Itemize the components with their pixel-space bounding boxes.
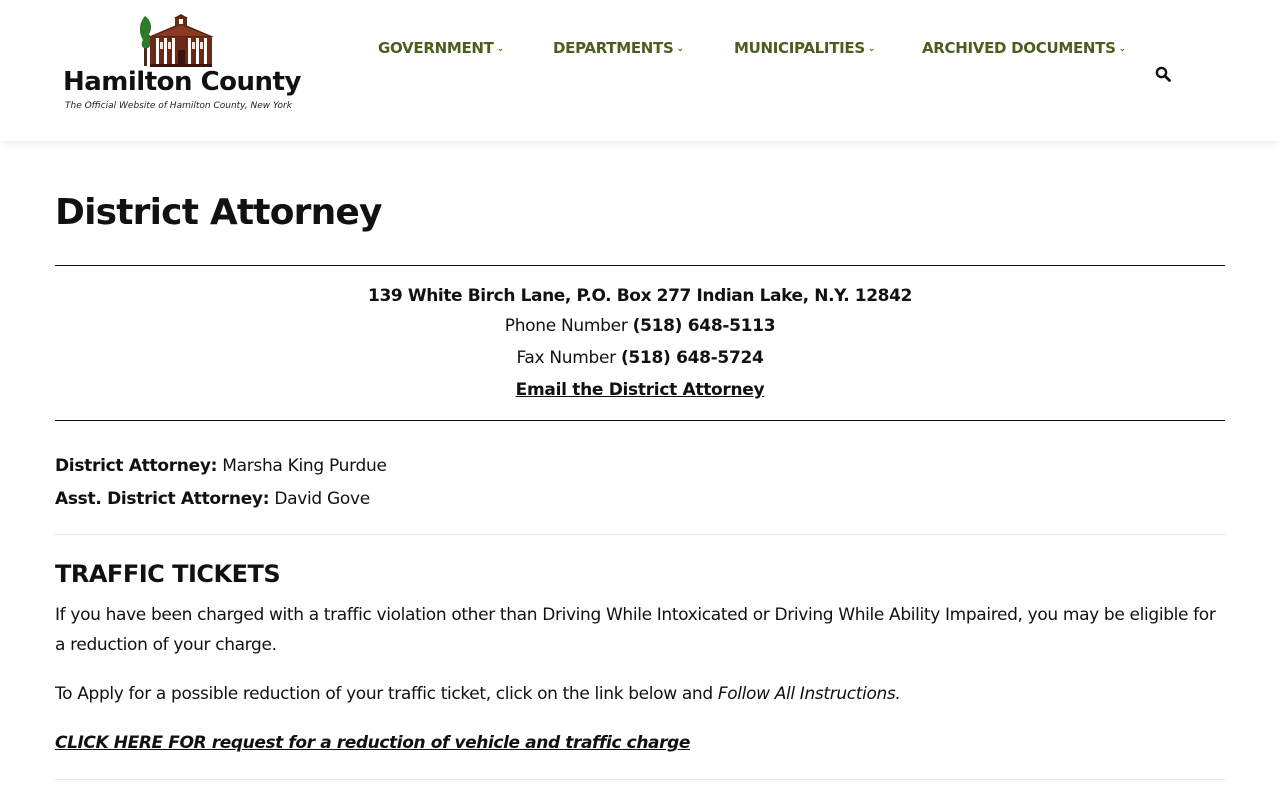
nav-municipalities[interactable] xyxy=(734,39,875,59)
search-button[interactable] xyxy=(1154,65,1172,83)
staff-asst-district-attorney xyxy=(55,489,370,509)
chevron-down-icon: ⌄ xyxy=(867,44,876,54)
phone-number: (518) 648-5113 xyxy=(632,316,776,336)
traffic-reduction-request-link[interactable]: CLICK HERE FOR request for a reduction of vehicle and traffic charge xyxy=(55,733,690,753)
courthouse-logo-icon xyxy=(140,14,216,68)
site-logo[interactable] xyxy=(62,14,307,116)
divider xyxy=(55,779,1225,780)
instructions-emphasis: Follow All Instructions. xyxy=(717,684,901,704)
instructions-text: To Apply for a possible reduction of your traffic ticket, click on the link below and xyxy=(55,684,713,704)
search-icon xyxy=(1154,65,1172,83)
nav-archived-documents[interactable] xyxy=(922,39,1126,59)
staff-name: Marsha King Purdue xyxy=(222,456,387,476)
fax-label: Fax Number xyxy=(516,348,616,368)
contact-fax xyxy=(55,348,1225,368)
nav-archived-documents-label: ARCHIVED DOCUMENTS xyxy=(922,39,1116,57)
nav-municipalities-label: MUNICIPALITIES xyxy=(734,39,865,57)
traffic-paragraph: If you have been charged with a traffic violation other than Driving While Intoxicated or Driving While Ability Impaired, you may be eligible for a reduction of your charge. xyxy=(55,605,1216,655)
page-title: District Attorney xyxy=(55,192,382,233)
chevron-down-icon: ⌄ xyxy=(496,44,504,54)
email-district-attorney-link[interactable]: Email the District Attorney xyxy=(515,380,765,400)
phone-label: Phone Number xyxy=(504,316,628,336)
staff-name: David Gove xyxy=(274,489,370,509)
fax-number: (518) 648-5724 xyxy=(620,348,764,368)
divider xyxy=(55,534,1225,535)
staff-role: Asst. District Attorney: xyxy=(55,489,270,509)
chevron-down-icon: ⌄ xyxy=(1118,44,1126,54)
traffic-instructions xyxy=(55,679,1225,709)
nav-departments-label: DEPARTMENTS xyxy=(553,39,674,57)
nav-government[interactable] xyxy=(378,39,504,59)
staff-district-attorney xyxy=(55,456,387,476)
contact-email xyxy=(55,380,1225,400)
divider xyxy=(55,420,1225,421)
logo-tagline: The Official Website of Hamilton County, New York xyxy=(65,101,292,111)
chevron-down-icon: ⌄ xyxy=(676,44,684,54)
nav-government-label: GOVERNMENT xyxy=(378,39,494,57)
contact-phone xyxy=(55,316,1225,336)
nav-departments[interactable] xyxy=(553,39,684,59)
site-header xyxy=(0,0,1280,141)
divider xyxy=(55,265,1225,266)
logo-name: Hamilton County xyxy=(63,67,301,97)
staff-role: District Attorney: xyxy=(55,456,218,476)
contact-address: 139 White Birch Lane, P.O. Box 277 Indian Lake, N.Y. 12842 xyxy=(368,286,912,306)
section-heading-traffic-tickets: TRAFFIC TICKETS xyxy=(55,560,281,588)
